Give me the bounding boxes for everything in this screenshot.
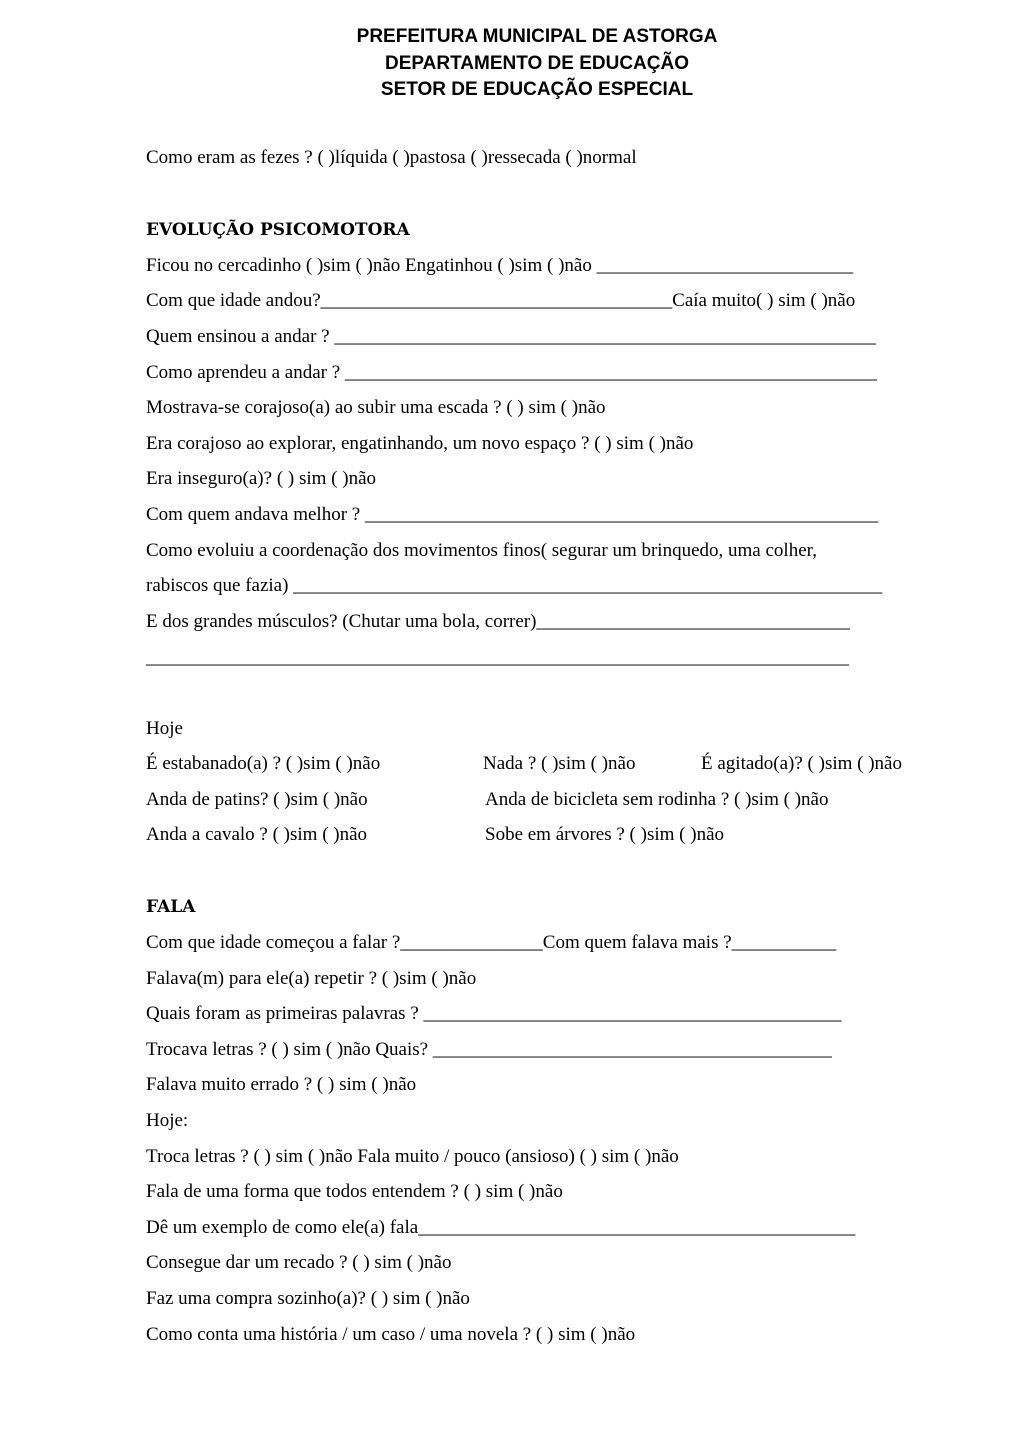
document-header <box>0 24 1024 104</box>
question-clumsy: É estabanado(a) ? ( )sim ( )não <box>146 753 381 774</box>
header-sector: SETOR DE EDUCAÇÃO ESPECIAL <box>380 79 694 100</box>
speech-line-understood: Fala de uma forma que todos entendem ? ( ) sim ( )não <box>146 1181 563 1202</box>
header-municipality: PREFEITURA MUNICIPAL DE ASTORGA <box>356 26 718 47</box>
form-line-taught-walk: Quem ensinou a andar ? _________________________________________________________ <box>146 326 876 347</box>
speech-line-today: Hoje: <box>146 1110 189 1131</box>
speech-line-story: Como conta uma história / um caso / uma novela ? ( ) sim ( )não <box>146 1324 636 1345</box>
form-line-crawl: Ficou no cercadinho ( )sim ( )não Engatinhou ( )sim ( )não ___________________________ <box>146 255 854 276</box>
speech-line-repeat: Falava(m) para ele(a) repetir ? ( )sim ( )não <box>146 968 477 989</box>
speech-line-example: Dê um exemplo de como ele(a) fala______________________________________________ <box>146 1217 856 1238</box>
form-line-blank: __________________________________________________________________________ <box>146 647 849 668</box>
question-skates: Anda de patins? ( )sim ( )não <box>146 789 368 810</box>
form-line-learned-walk: Como aprendeu a andar ? ________________________________________________________ <box>146 362 877 383</box>
form-line-walk-age: Com que idade andou?_____________________________________Caía muito( ) sim ( )não <box>146 290 856 311</box>
form-line-insecure: Era inseguro(a)? ( ) sim ( )não <box>146 468 377 489</box>
question-swims: Nada ? ( )sim ( )não <box>483 753 636 774</box>
form-line-stairs: Mostrava-se corajoso(a) ao subir uma escada ? ( ) sim ( )não <box>146 397 606 418</box>
speech-line-message: Consegue dar um recado ? ( ) sim ( )não <box>146 1252 452 1273</box>
speech-line-swaps-now: Troca letras ? ( ) sim ( )não Fala muito / pouco (ansioso) ( ) sim ( )não <box>146 1146 679 1167</box>
question-bicycle: Anda de bicicleta sem rodinha ? ( )sim ( )não <box>485 789 829 810</box>
form-line-walked-best: Com quem andava melhor ? ______________________________________________________ <box>146 504 878 525</box>
feces-question: Como eram as fezes ? ( )líquida ( )pastosa ( )ressecada ( )normal <box>146 147 637 168</box>
speech-line-first-words: Quais foram as primeiras palavras ? ____________________________________________ <box>146 1003 842 1024</box>
form-line-fine-motor-cont: rabiscos que fazia) ______________________________________________________________ <box>146 575 883 596</box>
header-department: DEPARTAMENTO DE EDUCAÇÃO <box>384 52 689 74</box>
speech-line-shopping: Faz uma compra sozinho(a)? ( ) sim ( )não <box>146 1288 470 1309</box>
psychomotor-heading: EVOLUÇÃO PSICOMOTORA <box>146 220 410 240</box>
speech-line-start-age: Com que idade começou a falar ?_______________Com quem falava mais ?___________ <box>146 932 837 953</box>
question-agitated: É agitado(a)? ( )sim ( )não <box>701 753 902 774</box>
question-horse: Anda a cavalo ? ( )sim ( )não <box>146 824 368 845</box>
speech-heading: FALA <box>146 897 196 917</box>
today-label: Hoje <box>146 718 183 739</box>
form-line-fine-motor: Como evoluiu a coordenação dos movimentos finos( segurar um brinquedo, uma colher, <box>146 540 817 561</box>
form-line-gross-motor: E dos grandes músculos? (Chutar uma bola, correr)_________________________________ <box>146 611 850 632</box>
form-line-explore: Era corajoso ao explorar, engatinhando, um novo espaço ? ( ) sim ( )não <box>146 433 694 454</box>
speech-line-swapped-letters: Trocava letras ? ( ) sim ( )não Quais? __________________________________________ <box>146 1039 832 1060</box>
speech-line-wrong: Falava muito errado ? ( ) sim ( )não <box>146 1074 417 1095</box>
question-climbs-trees: Sobe em árvores ? ( )sim ( )não <box>485 824 725 845</box>
